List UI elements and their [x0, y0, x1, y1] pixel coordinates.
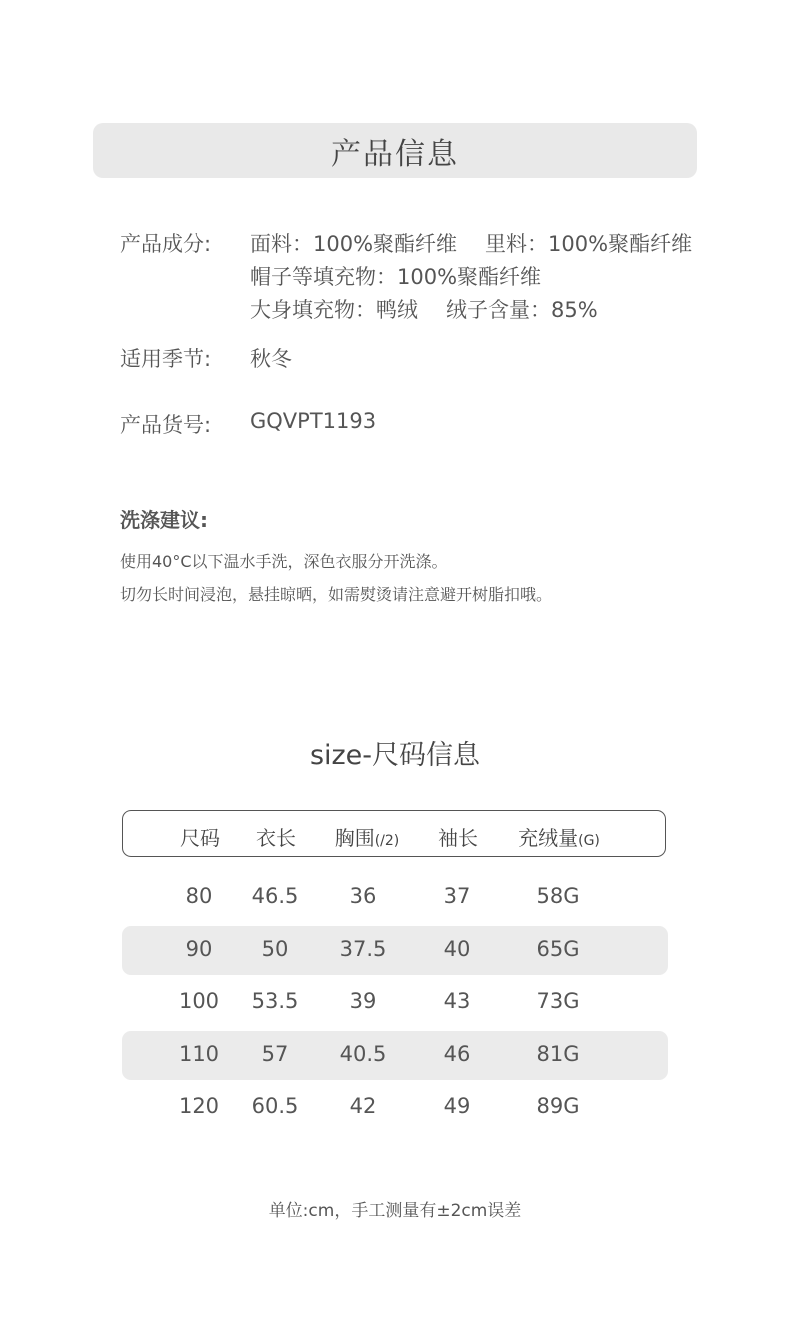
row-sleeve: 49 — [443, 1094, 471, 1118]
item-no-row — [120, 409, 376, 439]
measurement-footnote: 单位:cm，手工测量有±2cm误差 — [268, 1201, 522, 1221]
header-length: 衣长 — [256, 826, 296, 850]
row-length: 53.5 — [251, 989, 299, 1013]
row-fill: 65G — [536, 937, 580, 961]
care-title: 洗涤建议: — [120, 508, 208, 532]
row-length: 46.5 — [251, 884, 299, 908]
row-sleeve: 43 — [443, 989, 471, 1013]
size-table-header — [122, 810, 666, 857]
composition-label: 产品成分: — [120, 232, 212, 256]
row-sleeve: 46 — [443, 1042, 471, 1066]
row-size: 80 — [185, 884, 213, 908]
composition-down-content: 绒子含量：85% — [446, 298, 598, 322]
item-no-value: GQVPT1193 — [250, 409, 377, 433]
size-title: size-尺码信息 — [309, 740, 481, 771]
product-info-banner — [93, 123, 697, 178]
row-fill: 81G — [536, 1042, 580, 1066]
item-no-label: 产品货号: — [120, 413, 212, 437]
banner-title: 产品信息 — [331, 136, 459, 172]
row-size: 90 — [185, 937, 213, 961]
row-fill: 73G — [536, 989, 580, 1013]
composition-body-fill: 大身填充物：鸭绒 — [250, 298, 418, 322]
table-row — [122, 1031, 668, 1080]
season-row — [120, 343, 292, 373]
row-sleeve: 40 — [443, 937, 471, 961]
composition-lining: 里料：100%聚酯纤维 — [485, 232, 693, 256]
row-chest: 39 — [349, 989, 377, 1013]
season-value: 秋冬 — [250, 347, 292, 371]
table-row — [122, 978, 668, 1027]
row-length: 57 — [261, 1042, 289, 1066]
composition-value — [250, 228, 692, 327]
header-size: 尺码 — [180, 826, 220, 850]
care-line-2: 切勿长时间浸泡，悬挂晾晒，如需熨烫请注意避开树脂扣哦。 — [120, 585, 553, 604]
row-chest: 40.5 — [339, 1042, 387, 1066]
row-chest: 42 — [349, 1094, 377, 1118]
composition-row — [120, 228, 692, 327]
row-chest: 37.5 — [339, 937, 387, 961]
composition-shell: 面料：100%聚酯纤维 — [250, 232, 458, 256]
table-row — [122, 926, 668, 975]
care-line-1: 使用40°C以下温水手洗，深色衣服分开洗涤。 — [120, 552, 448, 571]
row-size: 100 — [178, 989, 220, 1013]
composition-hood-fill: 帽子等填充物：100%聚酯纤维 — [250, 265, 542, 289]
table-row — [122, 873, 668, 922]
header-fill: 充绒量(G) — [518, 826, 600, 850]
row-fill: 89G — [536, 1094, 580, 1118]
row-size: 120 — [178, 1094, 220, 1118]
row-fill: 58G — [536, 884, 580, 908]
row-length: 60.5 — [251, 1094, 299, 1118]
season-label: 适用季节: — [120, 347, 212, 371]
row-size: 110 — [178, 1042, 220, 1066]
table-row — [122, 1083, 668, 1132]
row-chest: 36 — [349, 884, 377, 908]
header-chest: 胸围(/2) — [334, 826, 400, 850]
row-sleeve: 37 — [443, 884, 471, 908]
header-sleeve: 袖长 — [438, 826, 478, 850]
row-length: 50 — [261, 937, 289, 961]
